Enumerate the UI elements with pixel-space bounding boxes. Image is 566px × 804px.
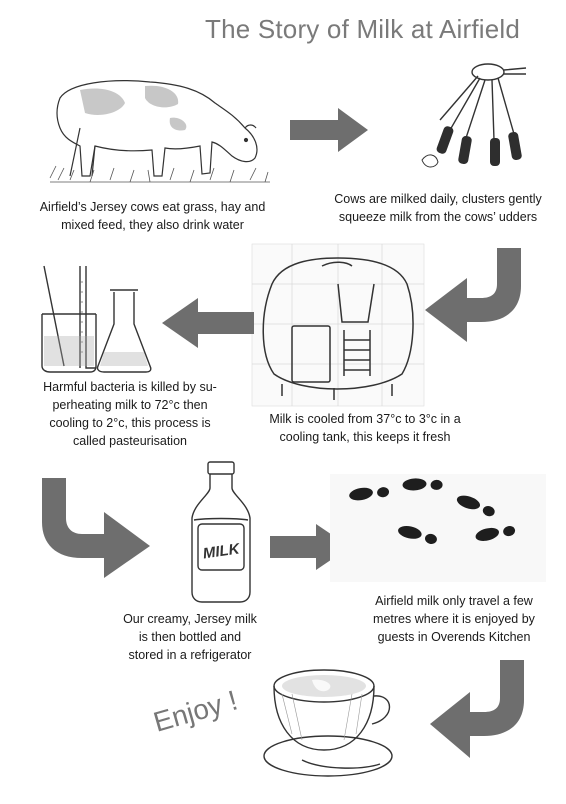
coffee-cup-icon [262, 664, 402, 782]
page-title: The Story of Milk at Airfield [205, 14, 521, 44]
step-6-caption: Airfield milk only travel a few metres where it is enjoyed by guests in Overends Kitchen [373, 594, 535, 644]
step-2-caption: Cows are milked daily, clusters gently squeeze milk from the cows’ udders [334, 192, 542, 224]
curved-arrow-icon [425, 248, 521, 344]
step-3-caption: Milk is cooled from 37°c to 3°c in a cooling tank, this keeps it fresh [269, 412, 461, 444]
step-5-caption: Our creamy, Jersey milk is then bottled and stored in a refrigerator [123, 612, 257, 662]
curved-arrow-icon [42, 478, 150, 578]
cooling-tank-icon [252, 244, 424, 406]
bottle-label: MILK [201, 540, 241, 563]
step-1-caption: Airfield’s Jersey cows eat grass, hay and mixed feed, they also drink water [39, 200, 266, 232]
enjoy-text: Enjoy ! [150, 684, 241, 738]
milking-cluster-icon [410, 60, 530, 178]
milk-bottle-icon [186, 460, 256, 604]
cow-icon [50, 68, 270, 188]
curved-arrow-icon [430, 660, 524, 760]
step-4-caption: Harmful bacteria is killed by su- perheating milk to 72°c then cooling to 2°c, this process is called pasteurisation [43, 380, 217, 448]
arrow-left-icon [162, 298, 254, 348]
lab-glassware-icon [36, 262, 154, 374]
arrow-right-icon [290, 108, 370, 152]
footprints-icon [330, 474, 546, 582]
